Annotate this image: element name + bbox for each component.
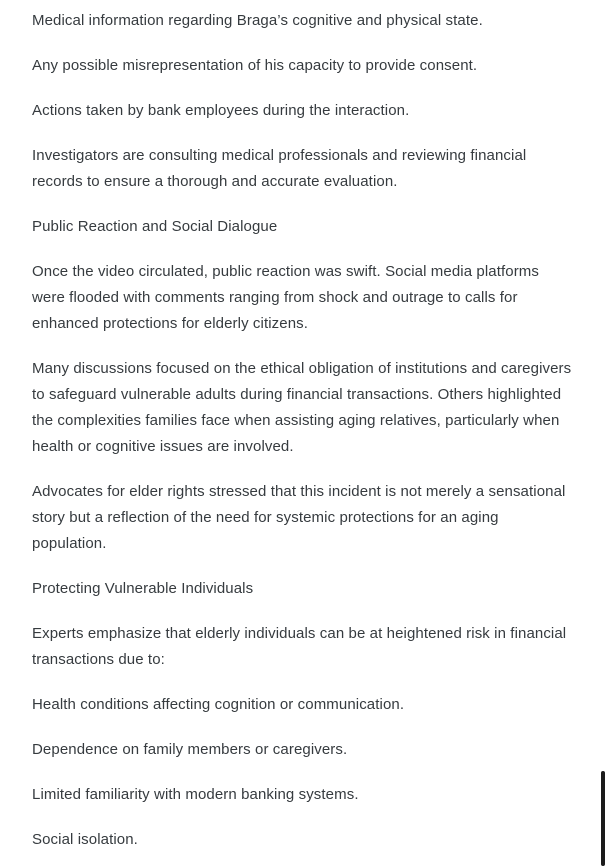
section-heading-protecting-vulnerable: Protecting Vulnerable Individuals (32, 580, 254, 597)
paragraph-video-circulated: Once the video circulated, public reaction was swift. Social media platforms were flooded with comments ranging from shock and outrage to calls for enhanced protections for elderly citizens. (32, 263, 539, 332)
paragraph-limited-familiarity: Limited familiarity with modern banking systems. (32, 786, 359, 803)
paragraph-investigators: Investigators are consulting medical professionals and reviewing financial records to ensure a thorough and accurate evaluation. (32, 147, 527, 190)
paragraph-bank-employee-actions: Actions taken by bank employees during the interaction. (32, 102, 410, 119)
paragraph-discussions: Many discussions focused on the ethical obligation of institutions and caregivers to safeguard vulnerable adults during financial transactions. Others highlighted the complexities families face when assisting aging relatives, particularly when health or cognitive issues are involved. (32, 360, 572, 455)
paragraph-social-isolation: Social isolation. (32, 831, 138, 848)
paragraph-misrepresentation: Any possible misrepresentation of his capacity to provide consent. (32, 57, 478, 74)
paragraph-medical-information: Medical information regarding Braga’s cognitive and physical state. (32, 12, 483, 29)
paragraph-health-conditions: Health conditions affecting cognition or communication. (32, 696, 405, 713)
paragraph-experts-emphasize: Experts emphasize that elderly individuals can be at heightened risk in financial transactions due to: (32, 625, 567, 668)
scrollbar-thumb[interactable] (601, 771, 605, 866)
section-heading-public-reaction: Public Reaction and Social Dialogue (32, 218, 278, 235)
paragraph-dependence: Dependence on family members or caregivers. (32, 741, 348, 758)
paragraph-advocates: Advocates for elder rights stressed that this incident is not merely a sensational story but a reflection of the need for systemic protections for an aging population. (32, 483, 566, 552)
